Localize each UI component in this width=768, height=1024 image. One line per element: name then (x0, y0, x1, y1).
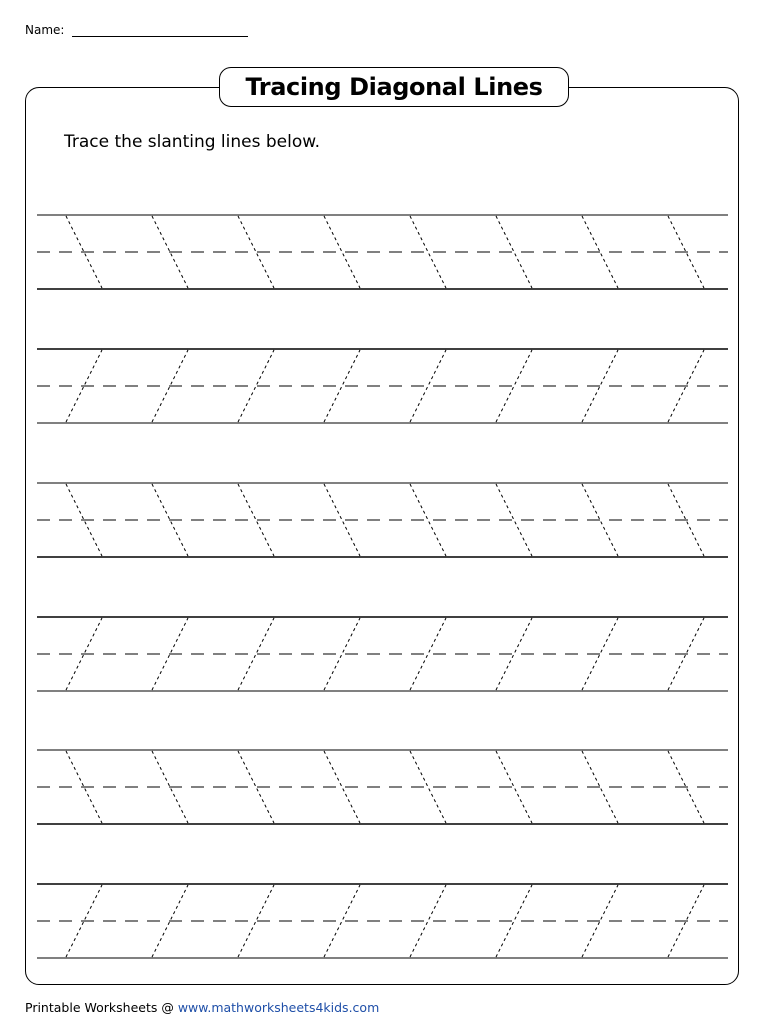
footer (25, 1000, 379, 1015)
instruction-text: Trace the slanting lines below. (64, 132, 320, 152)
footer-prefix: Printable Worksheets @ (25, 1000, 174, 1015)
footer-url-link[interactable]: www.mathworksheets4kids.com (177, 1000, 380, 1015)
name-label: Name: (25, 23, 65, 37)
worksheet-title: Tracing Diagonal Lines (245, 73, 543, 101)
